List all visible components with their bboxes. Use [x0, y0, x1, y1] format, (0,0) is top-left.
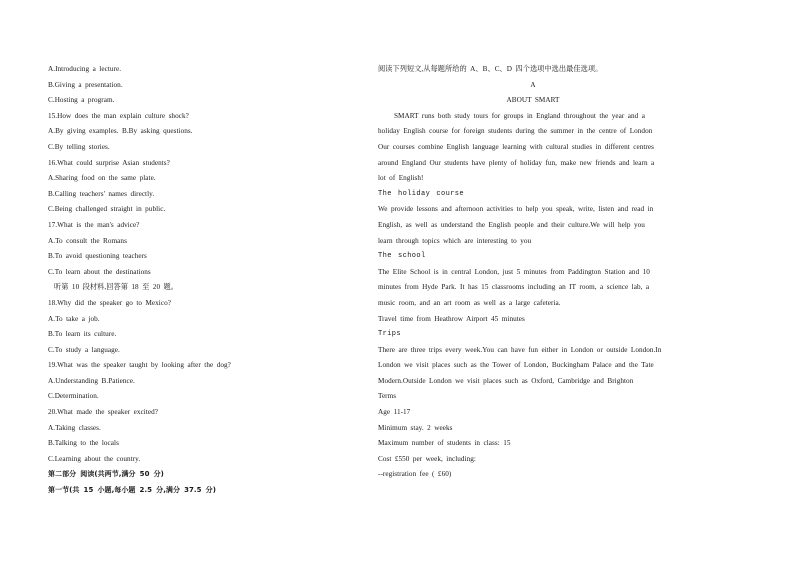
left-line: C.Being challenged straight in public.	[48, 205, 166, 214]
right-line: holiday English course for foreign students during the summer in the centre of London	[378, 127, 653, 136]
right-line: Minimum stay. 2 weeks	[378, 423, 453, 432]
left-line: 16.What could surprise Asian students?	[48, 158, 170, 167]
left-line: 15.How does the man explain culture shock?	[48, 111, 189, 120]
left-line: A.To take a job.	[48, 314, 100, 323]
left-line: A.To consult the Romans	[48, 236, 127, 245]
right-line: Trips	[378, 330, 402, 339]
left-line: C.Determination.	[48, 392, 99, 401]
right-line: Our courses combine English language learning with cultural studies in different centres	[378, 142, 654, 151]
left-line: B.Calling teachers' names directly.	[48, 189, 155, 198]
left-line: C.Learning about the country.	[48, 454, 141, 463]
right-column	[378, 62, 688, 483]
right-line: ABOUT SMART	[506, 96, 560, 105]
left-line: A.Understanding B.Patience.	[48, 376, 135, 385]
right-line: There are three trips every week.You can have fun either in London or outside London.In	[378, 345, 662, 354]
right-line: 阅读下列短文,从每题所给的 A、B、C、D 四个选项中选出最佳选项。	[378, 65, 603, 73]
left-line: A.Introducing a lecture.	[48, 65, 122, 73]
right-line: Travel time from Heathrow Airport 45 minutes	[378, 314, 525, 323]
right-line: minutes from Hyde Park. It has 15 classrooms including an IT room, a science lab, a	[378, 283, 650, 292]
left-line: C.By telling stories.	[48, 142, 110, 151]
left-line: 17.What is the man's advice?	[48, 220, 140, 229]
left-line: A.Sharing food on the same plate.	[48, 174, 156, 183]
left-line: B.Talking to the locals	[48, 439, 119, 448]
left-line: A.Taking classes.	[48, 423, 101, 432]
left-line: C.To study a language.	[48, 345, 120, 354]
right-line: Maximum number of students in class: 15	[378, 439, 511, 448]
right-line: The Elite School is in central London, just 5 minutes from Paddington Station and 10	[378, 267, 650, 276]
right-line: SMART runs both study tours for groups in England throughout the year and a	[394, 111, 645, 120]
right-line: Age 11-17	[378, 408, 411, 417]
right-line: --registration fee ( £60)	[378, 470, 452, 479]
left-line: 听第 10 段材料,回答第 18 至 20 题。	[54, 283, 179, 292]
right-line: We provide lessons and afternoon activities to help you speak, write, listen and read in	[378, 205, 654, 214]
right-line: music room, and an art room as well as a large cafeteria.	[378, 298, 561, 307]
left-line: 19.What was the speaker taught by looking after the dog?	[48, 361, 231, 370]
right-line: A	[530, 80, 536, 89]
left-line: B.To learn its culture.	[48, 330, 117, 339]
left-line: 第一节(共 15 小题,每小题 2.5 分,满分 37.5 分)	[48, 486, 216, 495]
right-line: Terms	[378, 392, 397, 401]
right-line: Cost £550 per week, including:	[378, 454, 476, 463]
right-line: learn through topics which are interesting to you	[378, 236, 532, 245]
right-line: English, as well as understand the English people and their culture.We will help you	[378, 220, 645, 229]
left-line: 20.What made the speaker excited?	[48, 408, 159, 417]
left-line: 第二部分 阅读(共两节,满分 50 分)	[48, 470, 164, 479]
left-line: A.By giving examples. B.By asking questions.	[48, 127, 193, 136]
right-line: lot of English!	[378, 174, 424, 183]
left-line: B.To avoid questioning teachers	[48, 252, 147, 261]
right-line: around England Our students have plenty of holiday fun, make new friends and learn a	[378, 158, 655, 167]
right-line: Modern.Outside London we visit places such as Oxford, Cambridge and Brighton	[378, 376, 634, 385]
right-line: London we visit places such as the Tower of London, Buckingham Palace and the Tate	[378, 361, 654, 370]
left-column	[48, 62, 378, 499]
left-line: C.To learn about the destinations	[48, 267, 151, 276]
left-line: C.Hosting a program.	[48, 96, 115, 105]
right-line: The school	[378, 252, 426, 261]
left-line: B.Giving a presentation.	[48, 80, 123, 89]
right-line: The holiday course	[378, 189, 465, 198]
left-line: 18.Why did the speaker go to Mexico?	[48, 298, 171, 307]
